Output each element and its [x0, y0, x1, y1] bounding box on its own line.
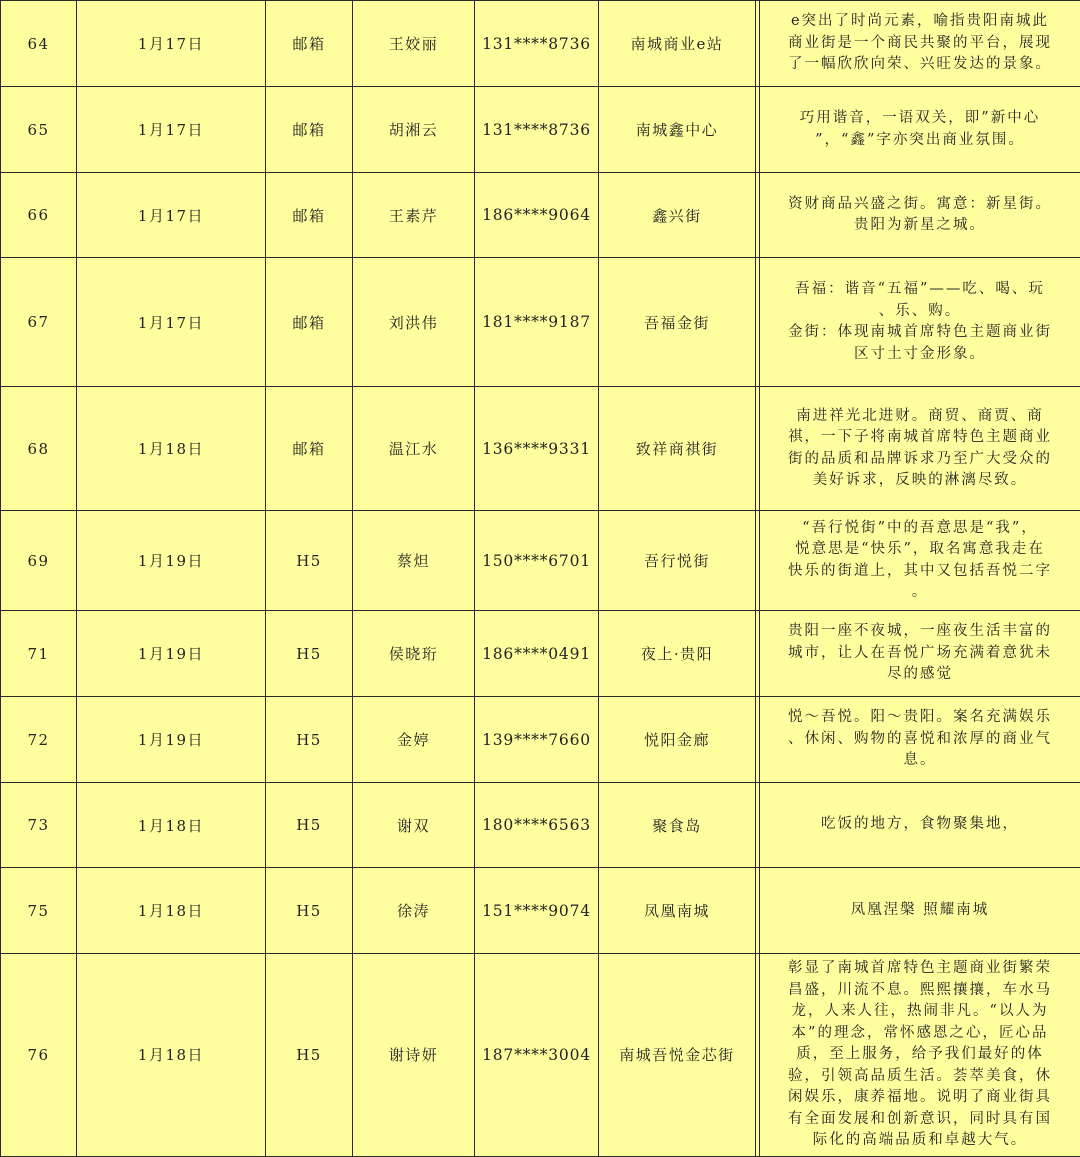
date-cell: 1月17日: [77, 258, 266, 387]
date-cell: 1月17日: [77, 173, 266, 258]
channel-cell: 邮箱: [266, 387, 353, 511]
date-cell: 1月17日: [77, 1, 266, 87]
submitter-name-cell: 温江水: [353, 387, 475, 511]
description-line: 吃饭的地方，食物聚集地，: [766, 814, 1074, 836]
phone-cell: 151****9074: [475, 868, 599, 954]
description-line: 际化的高端品质和卓越大气。: [766, 1130, 1074, 1152]
description-cell: [760, 1, 1080, 87]
proposed-name-cell: 南城商业e站: [599, 1, 756, 87]
phone-cell: 131****8736: [475, 1, 599, 87]
channel-cell: 邮箱: [266, 1, 353, 87]
phone-cell: 150****6701: [475, 511, 599, 611]
date-cell: 1月19日: [77, 511, 266, 611]
phone-cell: 136****9331: [475, 387, 599, 511]
description-line: 资财商品兴盛之街。寓意：新星街。: [766, 194, 1074, 216]
submitter-name-cell: 谢诗妍: [353, 954, 475, 1157]
proposed-name-cell: 南城吾悦金芯街: [599, 954, 756, 1157]
description-line: 凤凰涅槃 照耀南城: [766, 900, 1074, 922]
description-line: 吾福：谐音“五福”——吃、喝、玩: [766, 279, 1074, 301]
description-line: 贵阳一座不夜城，一座夜生活丰富的: [766, 621, 1074, 643]
description-line: 美好诉求，反映的淋漓尽致。: [766, 470, 1074, 492]
row-number-cell: 75: [1, 868, 77, 954]
table-row: [1, 868, 1080, 954]
proposed-name-cell: 致祥商祺街: [599, 387, 756, 511]
channel-cell: H5: [266, 697, 353, 783]
channel-cell: 邮箱: [266, 87, 353, 173]
description-line: 验，引领高品质生活。荟萃美食，休: [766, 1066, 1074, 1088]
row-number-cell: 65: [1, 87, 77, 173]
description-line: 、乐、购。: [766, 301, 1074, 323]
description-line: 贵阳为新星之城。: [766, 215, 1074, 237]
description-line: 昌盛，川流不息。熙熙攘攘，车水马: [766, 980, 1074, 1002]
proposed-name-cell: 吾行悦街: [599, 511, 756, 611]
description-line: ”，“鑫”字亦突出商业氛围。: [766, 130, 1074, 152]
table-row: [1, 87, 1080, 173]
proposed-name-cell: 鑫兴街: [599, 173, 756, 258]
description-line: 质，至上服务，给予我们最好的体: [766, 1044, 1074, 1066]
row-number-cell: 76: [1, 954, 77, 1157]
channel-cell: H5: [266, 611, 353, 697]
description-line: 金街：体现南城首席特色主题商业街: [766, 322, 1074, 344]
table-row: [1, 1, 1080, 87]
date-cell: 1月18日: [77, 868, 266, 954]
table-row: [1, 783, 1080, 868]
date-cell: 1月18日: [77, 954, 266, 1157]
date-cell: 1月19日: [77, 697, 266, 783]
channel-cell: 邮箱: [266, 258, 353, 387]
description-line: 巧用谐音，一语双关，即”新中心: [766, 108, 1074, 130]
table-row: [1, 611, 1080, 697]
table-row: [1, 511, 1080, 611]
description-cell: [760, 258, 1080, 387]
phone-cell: 186****0491: [475, 611, 599, 697]
description-line: 尽的感觉: [766, 664, 1074, 686]
description-line: 息。: [766, 750, 1074, 772]
phone-cell: 139****7660: [475, 697, 599, 783]
submitter-name-cell: 王姣丽: [353, 1, 475, 87]
proposed-name-cell: 聚食岛: [599, 783, 756, 868]
description-line: 、休闲、购物的喜悦和浓厚的商业气: [766, 729, 1074, 751]
phone-cell: 131****8736: [475, 87, 599, 173]
description-cell: [760, 697, 1080, 783]
description-line: 悦～吾悦。阳～贵阳。案名充满娱乐: [766, 707, 1074, 729]
description-line: 彰显了南城首席特色主题商业街繁荣: [766, 958, 1074, 980]
submitter-name-cell: 蔡炟: [353, 511, 475, 611]
channel-cell: 邮箱: [266, 173, 353, 258]
row-number-cell: 68: [1, 387, 77, 511]
description-cell: [760, 954, 1080, 1157]
date-cell: 1月18日: [77, 387, 266, 511]
table-row: [1, 387, 1080, 511]
proposed-name-cell: 南城鑫中心: [599, 87, 756, 173]
channel-cell: H5: [266, 511, 353, 611]
row-number-cell: 69: [1, 511, 77, 611]
description-line: 龙，人来人往，热闹非凡。“以人为: [766, 1001, 1074, 1023]
description-cell: [760, 783, 1080, 868]
row-number-cell: 67: [1, 258, 77, 387]
description-cell: [760, 511, 1080, 611]
description-line: 闲娱乐，康养福地。说明了商业街具: [766, 1087, 1074, 1109]
table-row: [1, 173, 1080, 258]
submitter-name-cell: 王素芹: [353, 173, 475, 258]
row-number-cell: 73: [1, 783, 77, 868]
description-line: 区寸土寸金形象。: [766, 344, 1074, 366]
date-cell: 1月19日: [77, 611, 266, 697]
description-cell: [760, 173, 1080, 258]
row-number-cell: 66: [1, 173, 77, 258]
phone-cell: 180****6563: [475, 783, 599, 868]
description-cell: [760, 387, 1080, 511]
description-line: 。: [766, 582, 1074, 604]
proposed-name-cell: 夜上·贵阳: [599, 611, 756, 697]
row-number-cell: 71: [1, 611, 77, 697]
proposed-name-cell: 吾福金街: [599, 258, 756, 387]
date-cell: 1月18日: [77, 783, 266, 868]
description-line: 祺，一下子将南城首席特色主题商业: [766, 427, 1074, 449]
date-cell: 1月17日: [77, 87, 266, 173]
submitter-name-cell: 徐涛: [353, 868, 475, 954]
description-line: 街的品质和品牌诉求乃至广大受众的: [766, 449, 1074, 471]
table-row: [1, 697, 1080, 783]
proposed-name-cell: 凤凰南城: [599, 868, 756, 954]
description-line: 有全面发展和创新意识，同时具有国: [766, 1109, 1074, 1131]
description-cell: [760, 611, 1080, 697]
description-line: 了一幅欣欣向荣、兴旺发达的景象。: [766, 54, 1074, 76]
proposed-name-cell: 悦阳金廊: [599, 697, 756, 783]
description-cell: [760, 87, 1080, 173]
row-number-cell: 72: [1, 697, 77, 783]
phone-cell: 186****9064: [475, 173, 599, 258]
description-line: 本”的理念，常怀感恩之心，匠心品: [766, 1023, 1074, 1045]
submitter-name-cell: 侯晓珩: [353, 611, 475, 697]
description-line: “吾行悦街”中的吾意思是“我”，: [766, 518, 1074, 540]
phone-cell: 187****3004: [475, 954, 599, 1157]
submitter-name-cell: 胡湘云: [353, 87, 475, 173]
table-row: [1, 258, 1080, 387]
description-cell: [760, 868, 1080, 954]
table-row: [1, 954, 1080, 1157]
row-number-cell: 64: [1, 1, 77, 87]
description-line: 南进祥光北进财。商贸、商贾、商: [766, 406, 1074, 428]
description-line: 城市，让人在吾悦广场充满着意犹未: [766, 643, 1074, 665]
description-line: 快乐的街道上，其中又包括吾悦二字: [766, 561, 1074, 583]
description-line: 悦意思是“快乐”，取名寓意我走在: [766, 539, 1074, 561]
submitter-name-cell: 谢双: [353, 783, 475, 868]
phone-cell: 181****9187: [475, 258, 599, 387]
description-line: e突出了时尚元素，喻指贵阳南城此: [766, 11, 1074, 33]
submitter-name-cell: 金婷: [353, 697, 475, 783]
description-line: 商业街是一个商民共聚的平台，展现: [766, 33, 1074, 55]
channel-cell: H5: [266, 783, 353, 868]
submitter-name-cell: 刘洪伟: [353, 258, 475, 387]
channel-cell: H5: [266, 868, 353, 954]
channel-cell: H5: [266, 954, 353, 1157]
